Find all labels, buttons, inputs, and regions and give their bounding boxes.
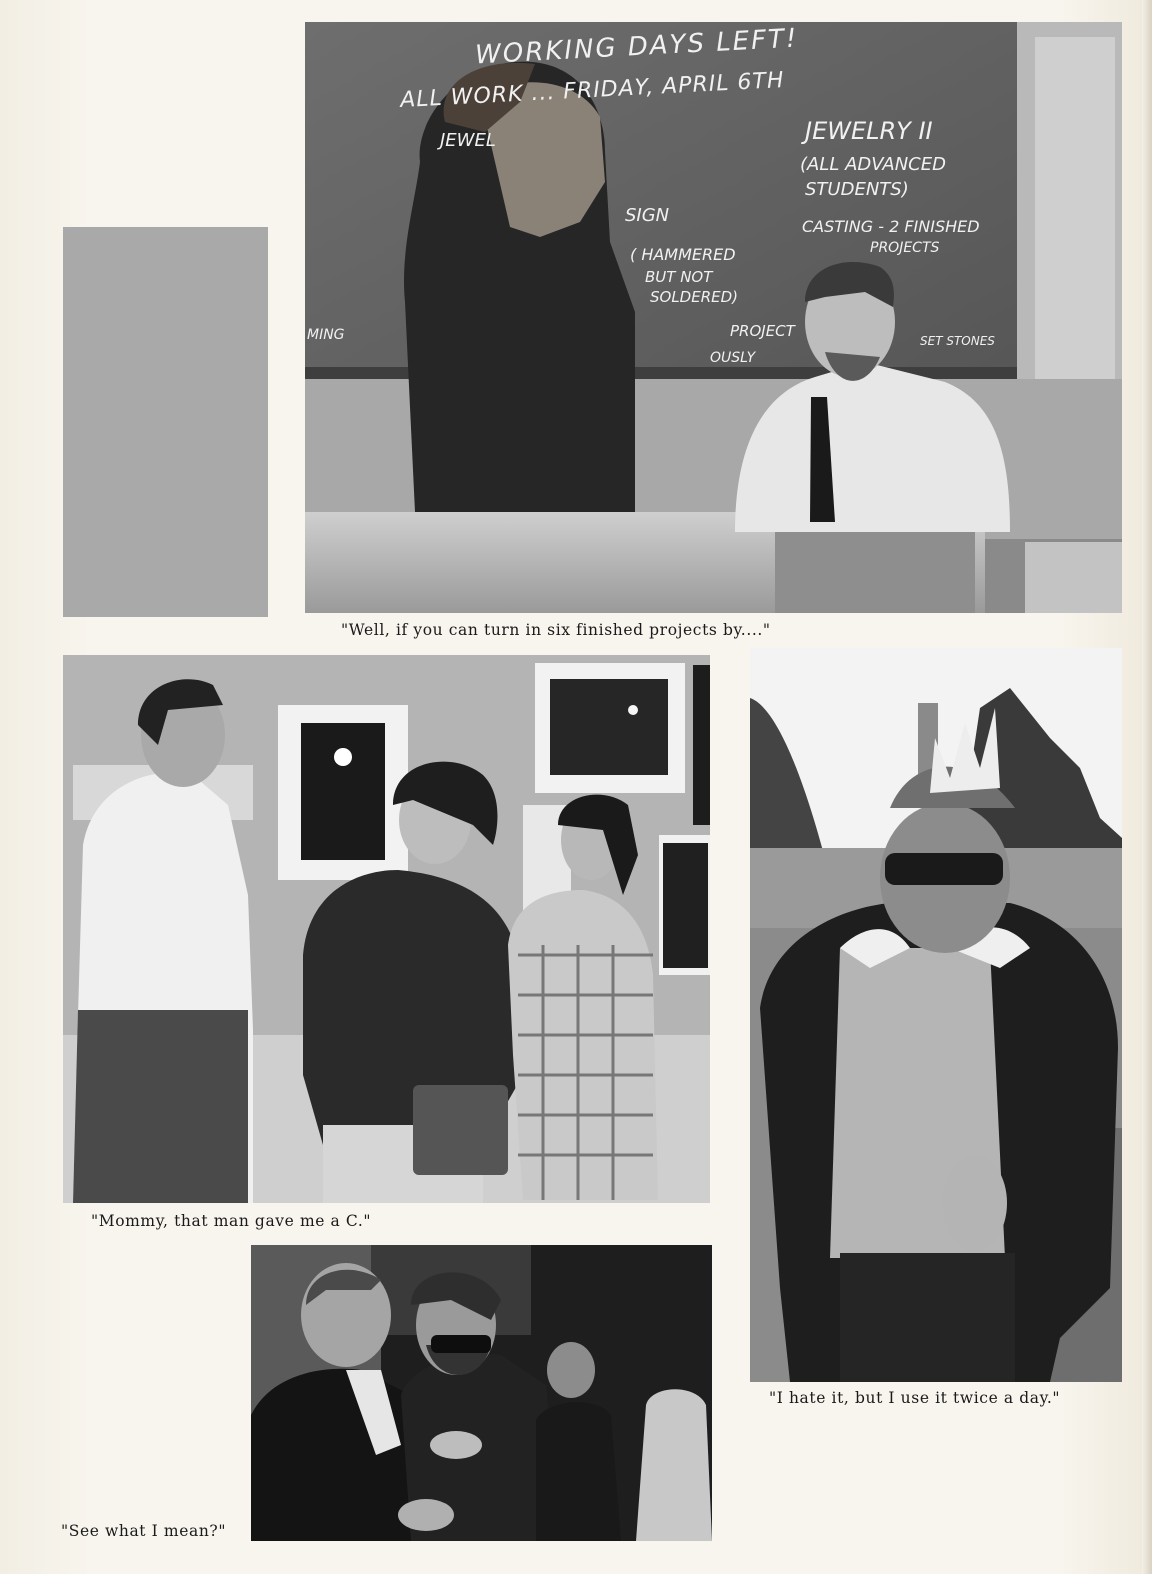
blackboard-right-sub-2: STUDENTS) [805,179,909,200]
blackboard-left-item-5: SOLDERED) [650,288,739,306]
party-photo [251,1245,712,1541]
page-spine-shadow [1142,0,1152,1574]
blackboard-left-item-1: JEWEL [440,130,496,151]
blackboard-left-item-2: SIGN [625,205,670,226]
gallery-photo [63,655,710,1203]
blackboard-left-item-4: BUT NOT [645,268,713,286]
blackboard-right-sub-1: (ALL ADVANCED [800,154,946,175]
blackboard-right-title: JEWELRY II [805,117,933,145]
blackboard-right-item-2: PROJECTS [870,240,940,256]
blackboard-right-item-3: SET STONES [920,334,995,348]
blackboard-left-item-6: PROJECT [730,322,795,340]
gray-placeholder-block [63,227,268,617]
blackboard-left-item-7: OUSLY [710,350,756,366]
blackboard-heading: WORKING DAYS LEFT! [474,23,800,71]
caption-gallery: "Mommy, that man gave me a C." [91,1212,372,1230]
caption-party: "See what I mean?" [61,1522,227,1540]
caption-cap: "I hate it, but I use it twice a day." [769,1389,1061,1407]
blackboard-left-item-8: MING [307,327,345,343]
blackboard-left-item-3: ( HAMMERED [630,245,736,264]
caption-classroom: "Well, if you can turn in six finished projects by...." [341,621,771,639]
blackboard-line-2: ALL WORK ... FRIDAY, APRIL 6TH [399,67,786,114]
blackboard-text [305,22,1017,417]
cap-photo [750,648,1122,1382]
classroom-photo [305,22,1122,613]
blackboard-right-item-1: CASTING - 2 FINISHED [802,217,980,236]
